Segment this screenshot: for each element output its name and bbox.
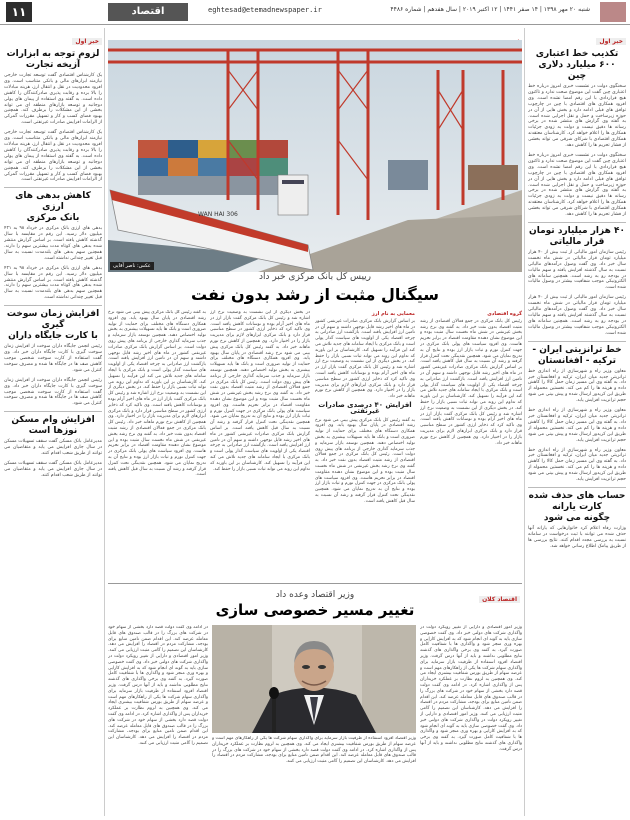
ship-name-text: WAN HAI 306 (198, 211, 238, 218)
left-news-column (4, 28, 102, 816)
section-email: eghtesad@etemadnewspaper.ir (208, 6, 322, 14)
second-story-kicker: اقتصاد کلان (460, 586, 520, 605)
minister-photo (212, 625, 416, 733)
news-body: معاون وزیر راه و شهرسازی از راه اندازی خط ترانزیتی جدید میان ایران، ترکیه و افغانستان خبر داد. به گفته وی این مسیر زمان حمل کالا را کاهش داده و هزینه ها را کم می کند. نخستین محموله از طریق این کریدور ارسال شده و پیش بینی می شود حجم ترانزیت افزایش یابد. (528, 408, 626, 443)
port-photo (108, 40, 522, 272)
second-story-col-2: وزیر اقتصاد افزود استفاده از ظرفیت بازار سرمایه برای واگذاری سهام شرکت ها یکی از راهکارهای مهم است و عرضه سهام از طریق بورس شفافیت بیشتری ایجاد می کند. وی همچنین به لزوم نظارت بر عملکرد خریداران پس از واگذاری اشاره کرد. در ادامه وی گفت دولت قصد دارد بخشی از سهام خود در شرکت های بزرگ را در قالب صندوق های قابل معامله عرضه کند. این اقدام ضمن تامین منابع برای بودجه، مشارکت مردم در اقتصاد را افزایش می دهد. کارشناسان این تصمیم را گامی مثبت ارزیابی می کنند. (212, 736, 416, 765)
section-label: اقتصاد (108, 3, 188, 21)
kicker-label: خبر اول (72, 38, 102, 45)
news-headline: حساب های حذف شده کارت یارانه چگونه می شود (528, 490, 626, 523)
masthead-logo (600, 2, 626, 22)
dateline: شنبه ۲۰ مهر ۱۳۹۸ | ۱۴ صفر ۱۴۴۱ | ۱۲ اکتبر ۲۰۱۹ | سال هفدهم | شماره ۴۴۸۶ (390, 6, 590, 13)
news-body: معاون وزیر راه و شهرسازی از راه اندازی خط ترانزیتی جدید میان ایران، ترکیه و افغانستان خبر داد. به گفته وی این مسیر زمان حمل کالا را کاهش داده و هزینه ها را کم می کند. نخستین محموله از طریق این کریدور ارسال شده و پیش بینی می شود حجم ترانزیت افزایش یابد. (528, 368, 626, 404)
photo-caption: عکس: ناصر آقایی (110, 262, 154, 270)
news-body: سخنگوی دولت در نشست خبری امروز درباره خط اعتباری چین گفت این موضوع صحت ندارد و تاکنون هیچ قراردادی با این رقم امضا نشده است. وی افزود همکاری های اقتصادی با چین در چارچوب توافق های قبلی ادامه دارد و بخش هایی از آن در حوزه زیرساخت و حمل و نقل اجرایی شده است. به گفته وی گزارش های منتشر شده در برخی رسانه ها دقیق نیست و دولت به زودی جزئیات همکاری ها را اعلام خواهد کرد. کارشناسان معتقدند همکاری اقتصادی با شرکای شرقی می تواند بخشی از فشار تحریم ها را کاهش دهد. (528, 152, 626, 218)
news-body: رئیس سازمان امور مالیاتی از ثبت بیش از ۴۰ هزار میلیارد تومان قرار مالیاتی در شش ماه نخست سال خبر داد. وی گفت وصول درآمدهای مالیاتی نسبت به سال گذشته افزایش یافته و سهم مالیات در بودجه رو به رشد است. همچنین سامانه های الکترونیکی موجب شفافیت بیشتر در وصول مالیات شده است. (528, 295, 626, 336)
news-headline: تکذیب خط اعتباری ۶۰۰ میلیارد دلاری چین (535, 49, 619, 81)
second-headline: تغییر مسیر خصوصی سازی (215, 601, 415, 619)
page-header (0, 0, 630, 25)
main-story-col-4: به گفته رئیس کل بانک مرکزی پیش بینی می شود نرخ رشد اقتصادی در پایان سال بهبود یابد. وی افزود همکاری دستگاه های مختلف برای حمایت از تولید ضروری است و بانک ها باید تسهیلات بیشتری به بخش تولید اختصاص دهند. همچنین توسعه بازار سرمایه و جذب سرمایه گذاری خارجی از برنامه های پیش روی دولت است. بر اساس گزارش بانک مرکزی صادرات غیرنفتی کشور در ماه های اخیر رشد قابل توجهی داشته و سهم آن در تامین ارز افزایش یافته است. بازگشت ارز صادراتی به چرخه اقتصاد یکی از اولویت های سیاست گذار پولی است و بانک مرکزی با ایجاد سامانه های جدید تلاش می کند این فرآیند را تسهیل کند. کارشناسان بر این باورند که تداوم این روند می تواند ثبات نسبی بازار را حفظ کند. در بخش دیگری از این نشست به وضعیت نرخ ارز اشاره شد و رئیس کل بانک مرکزی گفت بازار ارز در ماه های اخیر آرام بوده و نوسانات کاهش یافته است. وی تاکید کرد که ذخایر ارزی کشور در سطح مناسبی قرار دارد و بانک مرکزی ابزارهای لازم برای مدیریت بازار را در اختیار دارد. وی همچنین از کاهش نرخ تورم ماهانه خبر داد. رئیس کل بانک مرکزی در جمع فعالان اقتصادی از رشد مثبت اقتصاد بدون نفت خبر داد. به گفته وی نرخ رشد بخش غیرنفتی در شش ماه نخست سال مثبت بوده و این موضوع نشان دهنده مقاومت اقتصاد در برابر تحریم هاست. وی افزود سیاست های پولی بانک مرکزی در جهت کنترل تورم و ثبات بازار ارز بوده و نتایج آن به تدریج نمایان می شود. همچنین نقدینگی تحت کنترل قرار گرفته و رشد آن نسبت به سال قبل کاهش یافته است. (108, 310, 206, 478)
news-body: سخنگوی دولت در نشست خبری امروز درباره خط اعتباری چین گفت این موضوع صحت ندارد و تاکنون هیچ قراردادی با این رقم امضا نشده است. وی افزود همکاری های اقتصادی با چین در چارچوب توافق های قبلی ادامه دارد و بخش هایی از آن در حوزه زیرساخت و حمل و نقل اجرایی شده است. به گفته وی گزارش های منتشر شده در برخی رسانه ها دقیق نیست و دولت به زودی جزئیات همکاری ها را اعلام خواهد کرد. کارشناسان معتقدند همکاری اقتصادی با شرکای شرقی می تواند بخشی از فشار تحریم ها را کاهش دهد. (528, 84, 626, 149)
news-body: مدیرعامل بانک مسکن گفت سقف تسهیلات مسکن در سال جاری افزایش می یابد و متقاضیان می توانند از طریق شعب اقدام کنند. (4, 439, 102, 457)
news-body: رئیس انجمن جایگاه داران سوخت از افزایش زمان سوخت گیری با کارت جایگاه داران خبر داد. وی گفت استفاده از کارت سوخت شخصی موجب کاهش صف ها در جایگاه ها شده و مصرف سوخت کنترل می شود. (4, 377, 102, 407)
main-story-col-3: در بخش دیگری از این نشست به وضعیت نرخ ارز اشاره شد و رئیس کل بانک مرکزی گفت بازار ارز در ماه های اخیر آرام بوده و نوسانات کاهش یافته است. وی تاکید کرد که ذخایر ارزی کشور در سطح مناسبی قرار دارد و بانک مرکزی ابزارهای لازم برای مدیریت بازار را در اختیار دارد. وی همچنین از کاهش نرخ تورم ماهانه خبر داد. به گفته رئیس کل بانک مرکزی پیش بینی می شود نرخ رشد اقتصادی در پایان سال بهبود یابد. وی افزود همکاری دستگاه های مختلف برای حمایت از تولید ضروری است و بانک ها باید تسهیلات بیشتری به بخش تولید اختصاص دهند. همچنین توسعه بازار سرمایه و جذب سرمایه گذاری خارجی از برنامه های پیش روی دولت است. رئیس کل بانک مرکزی در جمع فعالان اقتصادی از رشد مثبت اقتصاد بدون نفت خبر داد. به گفته وی نرخ رشد بخش غیرنفتی در شش ماه نخست سال مثبت بوده و این موضوع نشان دهنده مقاومت اقتصاد در برابر تحریم هاست. وی افزود سیاست های پولی بانک مرکزی در جهت کنترل تورم و ثبات بازار ارز بوده و نتایج آن به تدریج نمایان می شود. همچنین نقدینگی تحت کنترل قرار گرفته و رشد آن نسبت به سال قبل کاهش یافته است. بر اساس گزارش بانک مرکزی صادرات غیرنفتی کشور در ماه های اخیر رشد قابل توجهی داشته و سهم آن در تامین ارز افزایش یافته است. بازگشت ارز صادراتی به چرخه اقتصاد یکی از اولویت های سیاست گذار پولی است و بانک مرکزی با ایجاد سامانه های جدید تلاش می کند این فرآیند را تسهیل کند. کارشناسان بر این باورند که تداوم این روند می تواند ثبات نسبی بازار را حفظ کند. (210, 310, 310, 472)
news-body: مدیرعامل بانک مسکن گفت سقف تسهیلات مسکن در سال جاری افزایش می یابد و متقاضیان می توانند از طریق شعب اقدام کنند. (4, 460, 102, 478)
news-headline: افزایش زمان سوخت گیری با کارت جایگاه داران (6, 309, 100, 342)
news-body: یک کارشناس اقتصادی گفت توسعه تجارت خارجی نیازمند ابزارهای مالی و بانکی متناسب است. وی افزود محدودیت در نقل و انتقال ارز، هزینه مبادلات را بالا برده و رقابت پذیری صادرکنندگان را کاهش داده است. به گفته وی استفاده از پیمان های پولی دوجانبه و توسعه بازارهای منطقه ای می تواند بخشی از این مشکلات را برطرف کند. همچنین بهبود فضای کسب و کار و تسهیل مقررات گمرکی از الزامات افزایش صادرات غیرنفتی است. (4, 130, 102, 183)
news-body: بدهی های ارزی بانک مرکزی در خرداد ۹۸ به ۴۲۱ میلیون دلار رسید. این رقم در مقایسه با سال گذشته کاهش یافته است. بر اساس گزارش منتشر شده بدهی های کوتاه مدت بیشترین سهم را دارند. همچنین سهم بدهی های بلندمدت نسبت به سال قبل تغییر چندانی نداشته است. (4, 265, 102, 301)
main-supertitle: رییس کل بانک مرکزی خبر داد (258, 272, 372, 282)
column-divider (104, 28, 105, 816)
second-supertitle: وزیر اقتصاد وعده داد (275, 590, 355, 600)
main-story-col-1: گروه اقتصادی رئیس کل بانک مرکزی در جمع فعالان اقتصادی از رشد مثبت اقتصاد بدون نفت خبر داد. به گفته وی نرخ رشد بخش غیرنفتی در شش ماه نخست سال مثبت بوده و این موضوع نشان دهنده مقاومت اقتصاد در برابر تحریم هاست. وی افزود سیاست های پولی بانک مرکزی در جهت کنترل تورم و ثبات بازار ارز بوده و نتایج آن به تدریج نمایان می شود. همچنین نقدینگی تحت کنترل قرار گرفته و رشد آن نسبت به سال قبل کاهش یافته است. بر اساس گزارش بانک مرکزی صادرات غیرنفتی کشور در ماه های اخیر رشد قابل توجهی داشته و سهم آن در تامین ارز افزایش یافته است. بازگشت ارز صادراتی به چرخه اقتصاد یکی از اولویت های سیاست گذار پولی است و بانک مرکزی با ایجاد سامانه های جدید تلاش می کند این فرآیند را تسهیل کند. کارشناسان بر این باورند که تداوم این روند می تواند ثبات نسبی بازار را حفظ کند. در بخش دیگری از این نشست به وضعیت نرخ ارز اشاره شد و رئیس کل بانک مرکزی گفت بازار ارز در ماه های اخیر آرام بوده و نوسانات کاهش یافته است. وی تاکید کرد که ذخایر ارزی کشور در سطح مناسبی قرار دارد و بانک مرکزی ابزارهای لازم برای مدیریت بازار را در اختیار دارد. وی همچنین از کاهش نرخ تورم ماهانه خبر داد. (420, 311, 522, 446)
news-body: وزارت رفاه اعلام کرد خانوارهایی که یارانه آنها حذف شده می توانند با ثبت درخواست در سامانه نسبت به بررسی مجدد اقدام کنند. نتایج بررسی ها از طریق پیامک اطلاع رسانی خواهد شد. (528, 525, 626, 549)
news-headline: ۴۰ هزار میلیارد تومان قرار مالیاتی (529, 225, 625, 247)
news-body: یک کارشناس اقتصادی گفت توسعه تجارت خارجی نیازمند ابزارهای مالی و بانکی متناسب است. وی افزود محدودیت در نقل و انتقال ارز، هزینه مبادلات را بالا برده و رقابت پذیری صادرکنندگان را کاهش داده است. به گفته وی استفاده از پیمان های پولی دوجانبه و توسعه بازارهای منطقه ای می تواند بخشی از این مشکلات را برطرف کند. همچنین بهبود فضای کسب و کار و تسهیل مقررات گمرکی از الزامات افزایش صادرات غیرنفتی است. (4, 73, 102, 126)
news-body: رئیس انجمن جایگاه داران سوخت از افزایش زمان سوخت گیری با کارت جایگاه داران خبر داد. وی گفت استفاده از کارت سوخت شخصی موجب کاهش صف ها در جایگاه ها شده و مصرف سوخت کنترل می شود. (4, 344, 102, 373)
second-story-col-3: در ادامه وی گفت دولت قصد دارد بخشی از سهام خود در شرکت های بزرگ را در قالب صندوق های قابل معامله عرضه کند. این اقدام ضمن تامین منابع برای بودجه، مشارکت مردم در اقتصاد را افزایش می دهد. کارشناسان این تصمیم را گامی مثبت ارزیابی می کنند. وزیر امور اقتصادی و دارایی از تغییر رویکرد دولت در واگذاری شرکت های دولتی خبر داد. وی گفت خصوصی سازی باید به گونه ای انجام شود که به افزایش کارایی و بهره وری منجر شود و واگذاری ها با شفافیت کامل صورت گیرد. به گفته وی برخی واگذاری های گذشته نتایج مطلوبی نداشته و باید از آنها درس گرفت. وزیر اقتصاد افزود استفاده از ظرفیت بازار سرمایه برای واگذاری سهام شرکت ها یکی از راهکارهای مهم است و عرضه سهام از طریق بورس شفافیت بیشتری ایجاد می کند. وی همچنین به لزوم نظارت بر عملکرد خریداران پس از واگذاری اشاره کرد. در ادامه وی گفت دولت قصد دارد بخشی از سهام خود در شرکت های بزرگ را در قالب صندوق های قابل معامله عرضه کند. این اقدام ضمن تامین منابع برای بودجه، مشارکت مردم در اقتصاد را افزایش می دهد. کارشناسان این تصمیم را گامی مثبت ارزیابی می کنند. (108, 625, 208, 746)
news-headline: خط ترانزیتی ایران - ترکیه - افغانستان (532, 344, 622, 366)
news-body: رئیس سازمان امور مالیاتی از ثبت بیش از ۴۰ هزار میلیارد تومان قرار مالیاتی در شش ماه نخست سال خبر داد. وی گفت وصول درآمدهای مالیاتی نسبت به سال گذشته افزایش یافته و سهم مالیات در بودجه رو به رشد است. همچنین سامانه های الکترونیکی موجب شفافیت بیشتر در وصول مالیات شده است. (528, 249, 626, 291)
main-story-col-2: معمایی به نام ارز بر اساس گزارش بانک مرکزی صادرات غیرنفتی کشور در ماه های اخیر رشد قابل توجهی داشته و سهم آن در تامین ارز افزایش یافته است. بازگشت ارز صادراتی به چرخه اقتصاد یکی از اولویت های سیاست گذار پولی است و بانک مرکزی با ایجاد سامانه های جدید تلاش می کند این فرآیند را تسهیل کند. کارشناسان بر این باورند که تداوم این روند می تواند ثبات نسبی بازار را حفظ کند. در بخش دیگری از این نشست به وضعیت نرخ ارز اشاره شد و رئیس کل بانک مرکزی گفت بازار ارز در ماه های اخیر آرام بوده و نوسانات کاهش یافته است. وی تاکید کرد که ذخایر ارزی کشور در سطح مناسبی قرار دارد و بانک مرکزی ابزارهای لازم برای مدیریت بازار را در اختیار دارد. وی همچنین از کاهش نرخ تورم ماهانه خبر داد. افزایش ۴۰ درصدی صادرات غیرنفتی به گفته رئیس کل بانک مرکزی پیش بینی می شود نرخ رشد اقتصادی در پایان سال بهبود یابد. وی افزود همکاری دستگاه های مختلف برای حمایت از تولید ضروری است و بانک ها باید تسهیلات بیشتری به بخش تولید اختصاص دهند. همچنین توسعه بازار سرمایه و جذب سرمایه گذاری خارجی از برنامه های پیش روی دولت است. رئیس کل بانک مرکزی در جمع فعالان اقتصادی از رشد مثبت اقتصاد بدون نفت خبر داد. به گفته وی نرخ رشد بخش غیرنفتی در شش ماه نخست سال مثبت بوده و این موضوع نشان دهنده مقاومت اقتصاد در برابر تحریم هاست. وی افزود سیاست های پولی بانک مرکزی در جهت کنترل تورم و ثبات بازار ارز بوده و نتایج آن به تدریج نمایان می شود. همچنین نقدینگی تحت کنترل قرار گرفته و رشد آن نسبت به سال قبل کاهش یافته است. (315, 311, 415, 504)
column-divider (524, 28, 525, 816)
page-number: ۱۱ (6, 2, 32, 22)
news-headline: لزوم توجه به ابزارات آزیخه تجارت (6, 49, 100, 70)
kicker-label: خبر اول (596, 38, 626, 45)
right-news-column (528, 28, 626, 816)
news-headline: افزایش وام مسکن نوزها است (11, 415, 95, 437)
news-body: معاون وزیر راه و شهرسازی از راه اندازی خط ترانزیتی جدید میان ایران، ترکیه و افغانستان خبر داد. به گفته وی این مسیر زمان حمل کالا را کاهش داده و هزینه ها را کم می کند. نخستین محموله از طریق این کریدور ارسال شده و پیش بینی می شود حجم ترانزیت افزایش یابد. (528, 447, 626, 483)
news-headline: کاهش بدهی های ارزی بانک مرکزی (15, 191, 91, 224)
second-story-col-1: وزیر امور اقتصادی و دارایی از تغییر رویکرد دولت در واگذاری شرکت های دولتی خبر داد. وی گفت خصوصی سازی باید به گونه ای انجام شود که به افزایش کارایی و بهره وری منجر شود و واگذاری ها با شفافیت کامل صورت گیرد. به گفته وی برخی واگذاری های گذشته نتایج مطلوبی نداشته و باید از آنها درس گرفت. وزیر اقتصاد افزود استفاده از ظرفیت بازار سرمایه برای واگذاری سهام شرکت ها یکی از راهکارهای مهم است و عرضه سهام از طریق بورس شفافیت بیشتری ایجاد می کند. وی همچنین به لزوم نظارت بر عملکرد خریداران پس از واگذاری اشاره کرد. در ادامه وی گفت دولت قصد دارد بخشی از سهام خود در شرکت های بزرگ را در قالب صندوق های قابل معامله عرضه کند. این اقدام ضمن تامین منابع برای بودجه، مشارکت مردم در اقتصاد را افزایش می دهد. کارشناسان این تصمیم را گامی مثبت ارزیابی می کنند. وزیر امور اقتصادی و دارایی از تغییر رویکرد دولت در واگذاری شرکت های دولتی خبر داد. وی گفت خصوصی سازی باید به گونه ای انجام شود که به افزایش کارایی و بهره وری منجر شود و واگذاری ها با شفافیت کامل صورت گیرد. به گفته وی برخی واگذاری های گذشته نتایج مطلوبی نداشته و باید از آنها درس گرفت. (420, 625, 522, 752)
main-headline: سیگنال مثبت از رشد بدون نفت (191, 285, 439, 304)
news-body: بدهی های ارزی بانک مرکزی در خرداد ۹۸ به ۴۲۱ میلیون دلار رسید. این رقم در مقایسه با سال گذشته کاهش یافته است. بر اساس گزارش منتشر شده بدهی های کوتاه مدت بیشترین سهم را دارند. همچنین سهم بدهی های بلندمدت نسبت به سال قبل تغییر چندانی نداشته است. (4, 226, 102, 261)
